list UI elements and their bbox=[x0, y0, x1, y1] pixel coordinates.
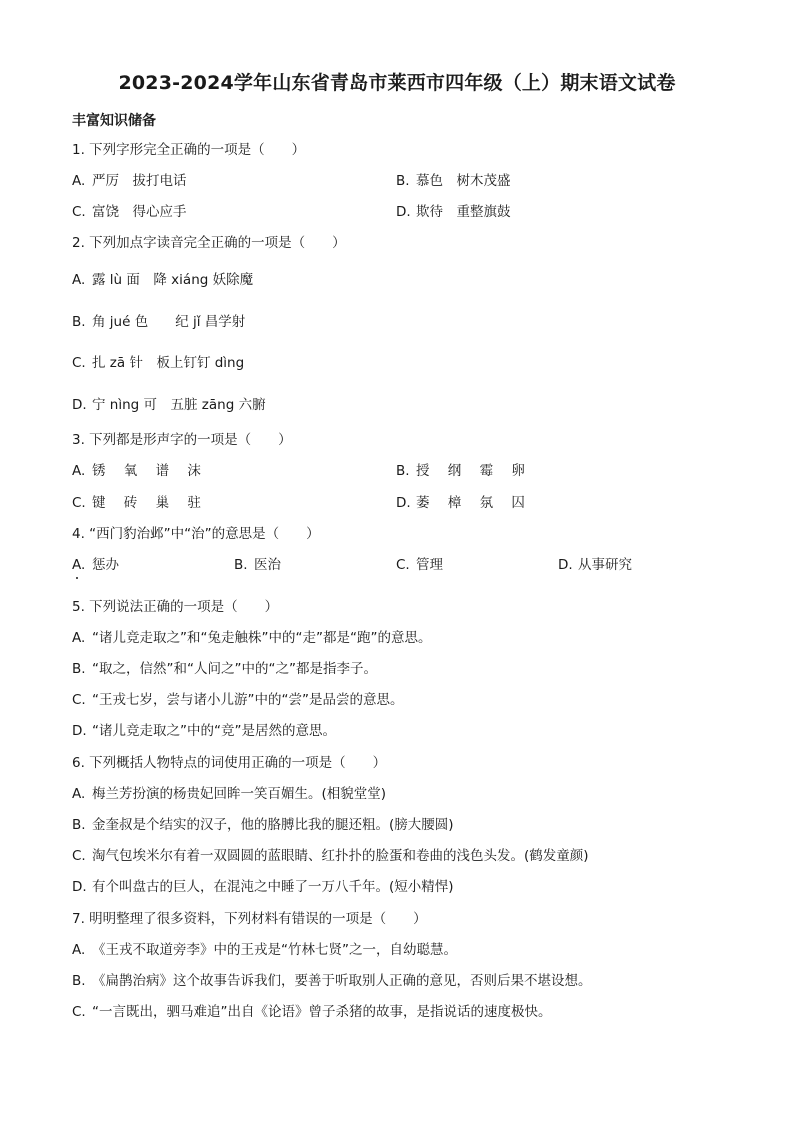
q1-option-d[interactable] bbox=[396, 203, 511, 221]
q6-option-d[interactable] bbox=[72, 878, 454, 896]
option-label: C. bbox=[396, 557, 410, 573]
option-label: D. bbox=[72, 397, 87, 413]
option-text: 严厉 拔打电话 bbox=[92, 173, 187, 189]
q2-option-c[interactable] bbox=[72, 354, 244, 372]
option-label: A. bbox=[72, 463, 86, 479]
option-label: B. bbox=[72, 973, 86, 989]
option-label: A. bbox=[72, 173, 86, 189]
option-text: “诸儿竞走取之”和“兔走触株”中的“走”都是“跑”的意思。 bbox=[92, 630, 432, 646]
exam-title: 2023-2024学年山东省青岛市莱西市四年级（上）期末语文试卷 bbox=[118, 72, 676, 94]
option-label: A. bbox=[72, 557, 86, 573]
q4-option-b[interactable] bbox=[234, 556, 281, 574]
question-2-stem: 2. 下列加点字读音完全正确的一项是（ ） bbox=[72, 235, 346, 251]
section-heading: 丰富知识储备 bbox=[72, 113, 156, 129]
option-label: D. bbox=[72, 723, 87, 739]
option-label: A. bbox=[72, 786, 86, 802]
option-text: 梅兰芳扮演的杨贵妃回眸一笑百媚生。(相貌堂堂) bbox=[92, 786, 387, 802]
option-label: B. bbox=[396, 463, 410, 479]
q1-option-b[interactable] bbox=[396, 172, 511, 190]
option-label: C. bbox=[72, 1004, 86, 1020]
question-3-stem: 3. 下列都是形声字的一项是（ ） bbox=[72, 432, 292, 448]
option-label: D. bbox=[558, 557, 573, 573]
question-7-stem: 7. 明明整理了很多资料，下列材料有错误的一项是（ ） bbox=[72, 911, 427, 927]
stray-dot-mark bbox=[76, 577, 78, 579]
q2-option-b[interactable] bbox=[72, 313, 245, 331]
option-label: C. bbox=[72, 848, 86, 864]
option-text: 《王戎不取道旁李》中的王戎是“竹林七贤”之一，自幼聪慧。 bbox=[92, 942, 457, 958]
q3-option-b[interactable] bbox=[396, 462, 532, 480]
question-6-stem: 6. 下列概括人物特点的词使用正确的一项是（ ） bbox=[72, 755, 387, 771]
q4-option-a[interactable] bbox=[72, 556, 119, 574]
option-text: 授 纲 霉 卵 bbox=[416, 463, 532, 479]
option-text: “诸儿竞走取之”中的“竞”是居然的意思。 bbox=[92, 723, 336, 739]
question-1-stem: 1. 下列字形完全正确的一项是（ ） bbox=[72, 142, 306, 158]
option-label: C. bbox=[72, 355, 86, 371]
q5-option-d[interactable] bbox=[72, 722, 336, 740]
option-text: 慕色 树木茂盛 bbox=[416, 173, 511, 189]
question-5-stem: 5. 下列说法正确的一项是（ ） bbox=[72, 599, 279, 615]
q3-option-c[interactable] bbox=[72, 494, 208, 512]
option-text: 露 lù 面 降 xiáng 妖除魔 bbox=[92, 272, 254, 288]
option-label: C. bbox=[72, 204, 86, 220]
q6-option-c[interactable] bbox=[72, 847, 589, 865]
option-label: D. bbox=[72, 879, 87, 895]
option-label: D. bbox=[396, 204, 411, 220]
q3-option-d[interactable] bbox=[396, 494, 532, 512]
option-text: 欺待 重整旗鼓 bbox=[416, 204, 511, 220]
option-label: B. bbox=[72, 314, 86, 330]
option-text: 惩办 bbox=[92, 557, 119, 573]
q6-option-a[interactable] bbox=[72, 785, 386, 803]
q1-option-a[interactable] bbox=[72, 172, 187, 190]
question-4-stem: 4. “西门豹治邺”中“治”的意思是（ ） bbox=[72, 526, 320, 542]
q4-option-c[interactable] bbox=[396, 556, 443, 574]
q5-option-b[interactable] bbox=[72, 660, 377, 678]
option-label: A. bbox=[72, 630, 86, 646]
option-text: 管理 bbox=[416, 557, 443, 573]
q2-option-d[interactable] bbox=[72, 396, 266, 414]
q7-option-a[interactable] bbox=[72, 941, 457, 959]
option-label: B. bbox=[234, 557, 248, 573]
option-text: “王戎七岁，尝与诸小儿游”中的“尝”是品尝的意思。 bbox=[92, 692, 404, 708]
option-text: 有个叫盘古的巨人，在混沌之中睡了一万八千年。(短小精悍) bbox=[92, 879, 454, 895]
q5-option-c[interactable] bbox=[72, 691, 403, 709]
option-text: 扎 zā 针 板上钉钉 dìng bbox=[92, 355, 245, 371]
option-text: 金奎叔是个结实的汉子，他的胳膊比我的腿还粗。(膀大腰圆) bbox=[92, 817, 454, 833]
option-text: 富饶 得心应手 bbox=[92, 204, 187, 220]
option-text: 医治 bbox=[254, 557, 281, 573]
option-text: 角 jué 色 纪 jǐ 昌学射 bbox=[92, 314, 246, 330]
option-text: 锈 氧 谱 沫 bbox=[92, 463, 208, 479]
option-text: 键 砖 巢 驻 bbox=[92, 495, 208, 511]
option-label: D. bbox=[396, 495, 411, 511]
option-label: C. bbox=[72, 692, 86, 708]
option-text: 萎 樟 氛 囚 bbox=[416, 495, 532, 511]
q7-option-b[interactable] bbox=[72, 972, 592, 990]
q2-option-a[interactable] bbox=[72, 271, 253, 289]
q3-option-a[interactable] bbox=[72, 462, 208, 480]
q7-option-c[interactable] bbox=[72, 1003, 552, 1021]
option-label: C. bbox=[72, 495, 86, 511]
q1-option-c[interactable] bbox=[72, 203, 187, 221]
option-label: B. bbox=[396, 173, 410, 189]
option-text: “一言既出，驷马难追”出自《论语》曾子杀猪的故事，是指说话的速度极快。 bbox=[92, 1004, 552, 1020]
q4-option-d[interactable] bbox=[558, 556, 632, 574]
option-label: B. bbox=[72, 817, 86, 833]
option-label: A. bbox=[72, 272, 86, 288]
option-text: 宁 nìng 可 五脏 zāng 六腑 bbox=[92, 397, 266, 413]
option-text: 《扁鹊治病》这个故事告诉我们，要善于听取别人正确的意见，否则后果不堪设想。 bbox=[92, 973, 592, 989]
option-text: “取之，信然”和“人问之”中的“之”都是指李子。 bbox=[92, 661, 377, 677]
q6-option-b[interactable] bbox=[72, 816, 454, 834]
option-text: 淘气包埃米尔有着一双圆圆的蓝眼睛、红扑扑的脸蛋和卷曲的浅色头发。(鹤发童颜) bbox=[92, 848, 589, 864]
option-label: B. bbox=[72, 661, 86, 677]
option-text: 从事研究 bbox=[578, 557, 632, 573]
q5-option-a[interactable] bbox=[72, 629, 431, 647]
option-label: A. bbox=[72, 942, 86, 958]
